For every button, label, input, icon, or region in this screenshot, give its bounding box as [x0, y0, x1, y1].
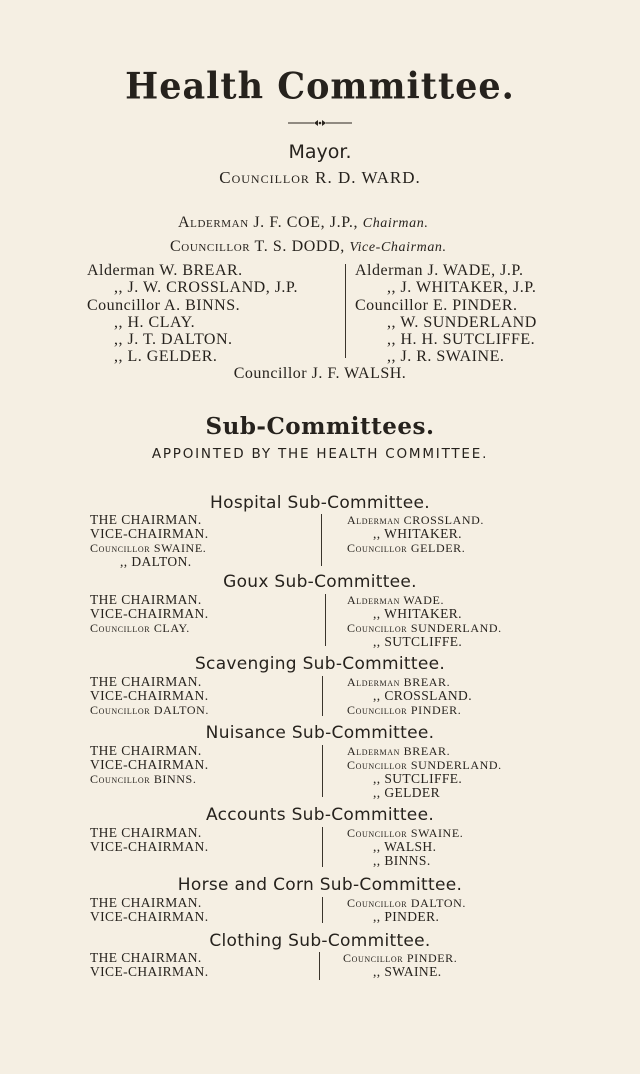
subcommittee-right — [347, 896, 466, 924]
member-entry: ,, J. R. SWAINE. — [387, 348, 505, 366]
members-left-column — [87, 262, 298, 366]
member-entry: ,, BINNS. — [373, 853, 431, 868]
member-entry: ,, SUTCLIFFE. — [373, 771, 463, 786]
member-entry: ,, WALSH. — [373, 839, 437, 854]
member-entry: ,, L. GELDER. — [114, 348, 218, 366]
column-divider — [319, 952, 320, 980]
mayor-name: Councillor R. D. WARD. — [219, 168, 421, 187]
member-entry: ,, CROSSLAND. — [373, 688, 472, 703]
member-entry: Alderman BREAR. — [347, 744, 451, 758]
member-entry: Councillor SUNDERLAND. — [347, 621, 502, 635]
subcommittee-left — [90, 826, 208, 854]
subcommittee-heading: Horse and Corn Sub-Committee. — [177, 875, 463, 895]
members-right-column — [355, 262, 537, 366]
member-entry: Alderman WADE. — [347, 593, 445, 607]
ornament-divider — [288, 118, 352, 128]
member-entry: ,, J. W. CROSSLAND, J.P. — [114, 279, 299, 297]
chairman-name: Alderman J. F. COE, J.P., — [178, 214, 359, 231]
member-entry: ,, WHITAKER. — [373, 526, 462, 541]
member-entry: VICE-CHAIRMAN. — [90, 839, 209, 854]
subcommittee-heading: Accounts Sub-Committee. — [205, 805, 435, 825]
member-entry: Alderman J. WADE, J.P. — [355, 262, 524, 279]
column-divider — [322, 827, 323, 867]
vice-chairman-role: Vice-Chairman. — [349, 240, 447, 255]
subcommittee-right — [343, 951, 457, 979]
member-entry: ,, SWAINE. — [373, 964, 442, 979]
member-entry: ,, J. T. DALTON. — [114, 331, 233, 349]
subcommittee-left — [90, 744, 208, 786]
member-entry: ,, PINDER. — [373, 909, 440, 924]
subcommittee-heading: Goux Sub-Committee. — [223, 572, 417, 592]
subcommittee-right — [347, 675, 472, 717]
subcommittee-heading: Nuisance Sub-Committee. — [205, 723, 435, 743]
subcommittees-title: Sub-Committees. — [205, 413, 435, 440]
column-divider — [322, 745, 323, 797]
member-entry: Alderman W. BREAR. — [87, 262, 243, 279]
appointed-line: APPOINTED BY THE HEALTH COMMITTEE. — [151, 446, 489, 462]
member-entry: Councillor SWAINE. — [90, 541, 207, 555]
member-entry: VICE-CHAIRMAN. — [90, 526, 209, 541]
subcommittee-right — [347, 593, 502, 649]
subcommittee-left — [90, 896, 208, 924]
column-divider — [325, 594, 326, 646]
member-entry: VICE-CHAIRMAN. — [90, 757, 209, 772]
subcommittee-heading: Clothing Sub-Committee. — [209, 931, 431, 951]
subcommittee-heading: Hospital Sub-Committee. — [210, 493, 430, 513]
member-entry: Councillor GELDER. — [347, 541, 466, 555]
member-entry: THE CHAIRMAN. — [90, 743, 202, 758]
subcommittee-heading: Scavenging Sub-Committee. — [194, 654, 446, 674]
member-entry-last: Councillor J. F. WALSH. — [233, 365, 407, 382]
member-entry: VICE-CHAIRMAN. — [90, 688, 209, 703]
member-entry: Councillor DALTON. — [347, 896, 467, 910]
subcommittee-left — [90, 593, 208, 635]
member-entry: ,, J. WHITAKER, J.P. — [387, 279, 537, 297]
member-entry: VICE-CHAIRMAN. — [90, 606, 209, 621]
member-entry: Councillor PINDER. — [343, 951, 458, 965]
mayor-heading: Mayor. — [288, 141, 352, 163]
member-entry: THE CHAIRMAN. — [90, 512, 202, 527]
member-entry: THE CHAIRMAN. — [90, 825, 202, 840]
member-entry: Councillor BINNS. — [90, 772, 197, 786]
page-title: Health Committee. — [125, 64, 515, 109]
member-entry: Alderman BREAR. — [347, 675, 451, 689]
subcommittee-left — [90, 513, 208, 569]
member-entry: ,, H. H. SUTCLIFFE. — [387, 331, 536, 349]
member-entry: ,, WHITAKER. — [373, 606, 462, 621]
chairman-role: Chairman. — [362, 216, 429, 231]
subcommittee-right — [347, 826, 463, 868]
column-divider — [345, 264, 346, 358]
column-divider — [322, 676, 323, 716]
member-entry: THE CHAIRMAN. — [90, 895, 202, 910]
subcommittee-left — [90, 951, 208, 979]
member-entry: VICE-CHAIRMAN. — [90, 909, 209, 924]
column-divider — [321, 514, 322, 566]
member-entry: Councillor E. PINDER. — [355, 296, 518, 314]
member-entry: Councillor A. BINNS. — [87, 296, 241, 314]
member-entry: Alderman CROSSLAND. — [347, 513, 484, 527]
member-entry: Councillor CLAY. — [90, 621, 190, 635]
subcommittee-right — [347, 744, 502, 800]
member-entry: THE CHAIRMAN. — [90, 950, 202, 965]
subcommittee-right — [347, 513, 484, 555]
vice-chairman-line — [170, 238, 447, 256]
subcommittee-left — [90, 675, 209, 717]
member-entry: ,, W. SUNDERLAND — [387, 313, 537, 331]
member-entry: ,, DALTON. — [120, 554, 192, 569]
member-entry: ,, SUTCLIFFE. — [373, 634, 463, 649]
member-entry: Councillor DALTON. — [90, 703, 210, 717]
member-entry: THE CHAIRMAN. — [90, 592, 202, 607]
member-entry: Councillor SUNDERLAND. — [347, 758, 502, 772]
member-entry: ,, GELDER — [373, 785, 440, 800]
member-entry: Councillor SWAINE. — [347, 826, 464, 840]
vice-chairman-name: Councillor T. S. DODD, — [170, 238, 345, 255]
member-entry: Councillor PINDER. — [347, 703, 462, 717]
member-entry: THE CHAIRMAN. — [90, 674, 202, 689]
column-divider — [322, 897, 323, 923]
member-entry: VICE-CHAIRMAN. — [90, 964, 209, 979]
member-entry: ,, H. CLAY. — [114, 313, 196, 331]
chairman-line — [178, 214, 428, 232]
